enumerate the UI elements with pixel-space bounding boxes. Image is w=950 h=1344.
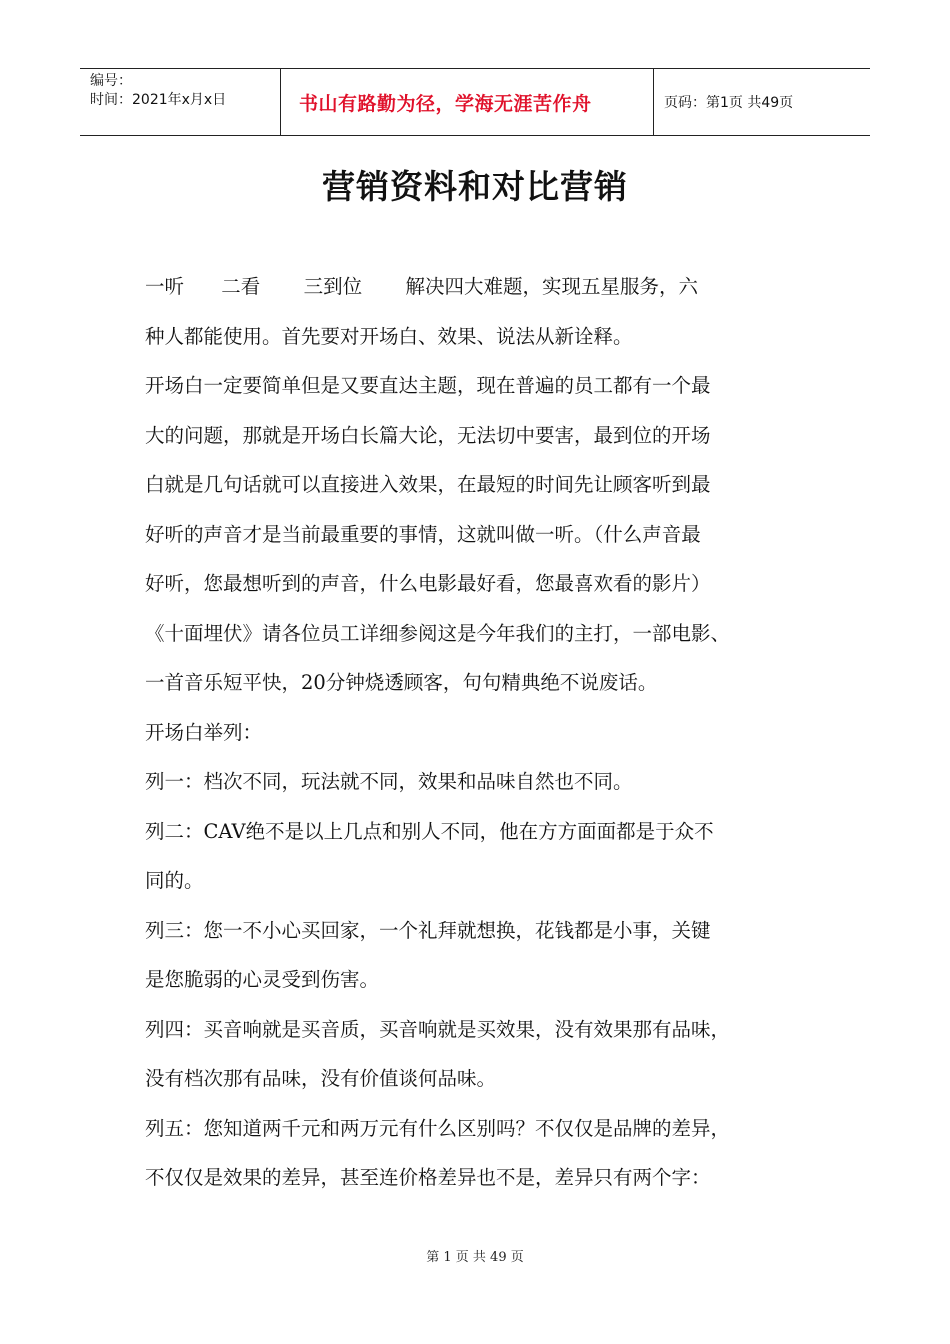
body-line: 白就是几句话就可以直接进入效果，在最短的时间先让顾客听到最 <box>145 473 711 496</box>
document-body <box>145 262 810 1203</box>
body-line: 一听 二看 三到位 解决四大难题，实现五星服务，六 <box>145 275 698 298</box>
page-footer: 第 1 页 共 49 页 <box>426 1250 524 1265</box>
body-line: 不仅仅是效果的差异，甚至连价格差异也不是，差异只有两个字： <box>145 1166 711 1189</box>
body-line: 开场白一定要简单但是又要直达主题，现在普遍的员工都有一个最 <box>145 374 711 397</box>
document-title: 营销资料和对比营销 <box>322 167 628 206</box>
body-line: 种人都能使用。首先要对开场白、效果、说法从新诠释。 <box>145 324 633 348</box>
body-line: 大的问题，那就是开场白长篇大论，无法切中要害，最到位的开场 <box>145 423 711 447</box>
time-label: 时间：2021年x月x日 <box>90 92 227 108</box>
body-line: 同的。 <box>145 869 204 892</box>
body-line: 《十面埋伏》请各位员工详细参阅这是今年我们的主打，一部电影、 <box>145 621 731 645</box>
body-line: 列二：CAV绝不是以上几点和别人不同，他在方方面面都是于众不 <box>145 819 714 843</box>
header-motto: 书山有路勤为径，学海无涯苦作舟 <box>281 69 654 135</box>
body-line: 开场白举列： <box>145 720 263 744</box>
body-line: 一首音乐短平快，20分钟烧透顾客，句句精典绝不说废话。 <box>145 671 658 694</box>
body-line: 列一：档次不同，玩法就不同，效果和品味自然也不同。 <box>145 770 633 793</box>
body-line: 好听，您最想听到的声音，什么电影最好看，您最喜欢看的影片） <box>145 572 711 595</box>
header-meta <box>80 69 281 135</box>
body-line: 没有档次那有品味，没有价值谈何品味。 <box>145 1067 497 1090</box>
header-page-info: 页码：第1页 共49页 <box>664 95 794 111</box>
body-line: 列四：买音响就是买音质，买音响就是买效果，没有效果那有品味， <box>145 1017 731 1041</box>
body-line: 是您脆弱的心灵受到伤害。 <box>145 968 380 991</box>
body-line: 列五：您知道两千元和两万元有什么区别吗？不仅仅是品牌的差异， <box>145 1116 731 1140</box>
number-label: 编号： <box>90 73 132 89</box>
body-line: 好听的声音才是当前最重要的事情，这就叫做一听。（什么声音最 <box>145 522 701 546</box>
body-line: 列三：您一不小心买回家，一个礼拜就想换，花钱都是小事，关键 <box>145 918 711 942</box>
document-header <box>80 68 870 136</box>
